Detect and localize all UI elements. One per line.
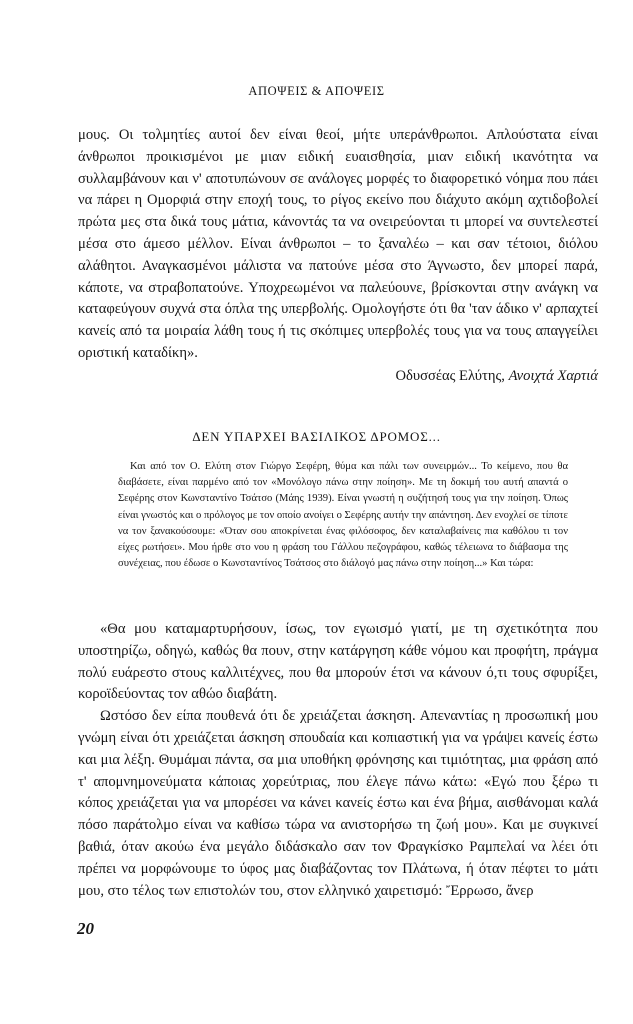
running-header: ΑΠΟΨΕΙΣ & ΑΠΟΨΕΙΣ <box>248 84 385 98</box>
section-title: ΔΕΝ ΥΠΑΡΧΕΙ ΒΑΣΙΛΙΚΟΣ ΔΡΟΜΟΣ... <box>192 429 441 444</box>
intro-note <box>118 459 568 572</box>
page-number: 20 <box>77 919 94 938</box>
intro-note-text: Και από τον Ο. Ελύτη στον Γιώργο Σεφέρη, θύμα και πάλι των συνειρμών... Το κείμενο, που θα διαβάσετε, είναι παρμένο από τον «Μονόλογο πάνω στην ποίηση». Με τη δοκιμή του αυτή απαντά ο Σεφέρης στον Κωνσταντίνο Τσάτσο (Μάης 1939). Είναι γνωστή η συζήτησή τους για την ποίηση. Όπως είναι γνωστός και ο πρόλογος με τον οποίο ανοίγει ο Σεφέρης αυτήν την απάντηση. Δεν ενοχλεί σε τίποτε να τον ξανακούσουμε: «Όταν σου αποκρίνεται ένας φιλόσοφος, δεν καταλαβαίνεις πια καθόλου τι τον είχες ρωτήσει». Μου ήρθε στο νου η φράση του Γάλλου πεζογράφου, καθώς τέλειωνα το διάβασμα της συνέχειας, που έδωσε ο Κωνσταντίνος Τσάτσος στο διάλογό μας πάνω στην ποίηση...» Και τώρα: <box>118 461 568 570</box>
signature-work: Ανοιχτά Χαρτιά <box>508 367 598 384</box>
excerpt-paragraph: μους. Οι τολμητίες αυτοί δεν είναι θεοί, μήτε υπεράνθρωποι. Απλούστατα είναι άνθρωποι προικισμένοι με μιαν ειδική ευαισθησία, μιαν ειδική ικανότητα να συλλαμβάνουν και ν' αποτυπώνουν σε ανάλογες μορφές το διαφορετικό νόημα που πάει να πάρει η Ομορφιά στην εποχή τους, το ρίγος εκείνο που διάχυτο ακόμη αχτιδοβολεί πρώτα μες στα δικά τους μάτια, κάνοντάς τα να ονειρεύονται τι μπορεί να συντελεστεί μέσα στο άμεσο μέλλον. Είναι άνθρωποι – το ξαναλέω – και σαν τέτοιοι, διόλου αλάθητοι. Αναγκασμένοι μάλιστα να πατούνε μέσα στο Άγνωστο, δεν μπορεί παρά, κάποτε, να στραβοπατούνε. Υποχρεωμένοι να παλεύουνε, βρίσκονται στην ανάγκη να καταφεύγουν συχνά στα όπλα της υπερβολής. Ομολογήστε ότι θα 'ταν άδικο ν' αρπαχτεί κανείς από τα μοιραία λάθη τους ή τις σκόπιμες υπερβολές τους για να τους απαγγείλει οριστική καταδίκη». <box>78 127 598 361</box>
main-text <box>78 619 598 902</box>
main-paragraph: «Θα μου καταμαρτυρήσουν, ίσως, τον εγωισμό γιατί, με τη σχετικότητα που υποστηρίζω, οδηγώ, καθώς θα πουν, στην κατάργηση κάθε νόμου και προφήτη, πράγμα πολύ ευάρεστο στους καλλιτέχνες, που θα μπορούν έτσι να κάνουν ό,τι τους σφυρίξει, κοροϊδεύοντας τον αθώο διαβάτη. <box>78 621 598 703</box>
excerpt-block <box>78 125 598 388</box>
main-paragraph: Ωστόσο δεν είπα πουθενά ότι δε χρειάζεται άσκηση. Απεναντίας η προσωπική μου γνώμη είναι ότι χρειάζεται άσκηση σπουδαία και κοπιαστική για να γράψει κανείς έστω και μια λέξη. Θυμάμαι πάντα, σα μια υποθήκη φρόνησης και τιμιότητας, μια φράση από τ' απομνημονεύματα κάποιας χορεύτριας, που έλεγε πάνω κάτω: «Εγώ που ξέρω τι κόπος χρειάζεται για να μπορέσει να κάνει κανείς έστω και ένα βήμα, αισθάνομαι καλά πόσο παράτολμο είναι να καθίσω τώρα να ανιστορήσω τη ζωή μου». Και με συγκινεί βαθιά, όταν ακούω ένα μεγάλο διδάσκαλο σαν τον Φραγκίσκο Ραμπελαί να λέει ότι πρέπει να μορφώνουμε το ύφος μας διαβάζοντας τον Πλάτωνα, ή όταν πέφτει το μάτι μου, στο τέλος των επιστολών του, στον ελληνικό χαιρετισμό: Ἔρρωσο, ἄνερ <box>78 708 598 899</box>
signature-author: Οδυσσέας Ελύτης, <box>395 367 505 384</box>
excerpt-signature <box>78 366 598 388</box>
